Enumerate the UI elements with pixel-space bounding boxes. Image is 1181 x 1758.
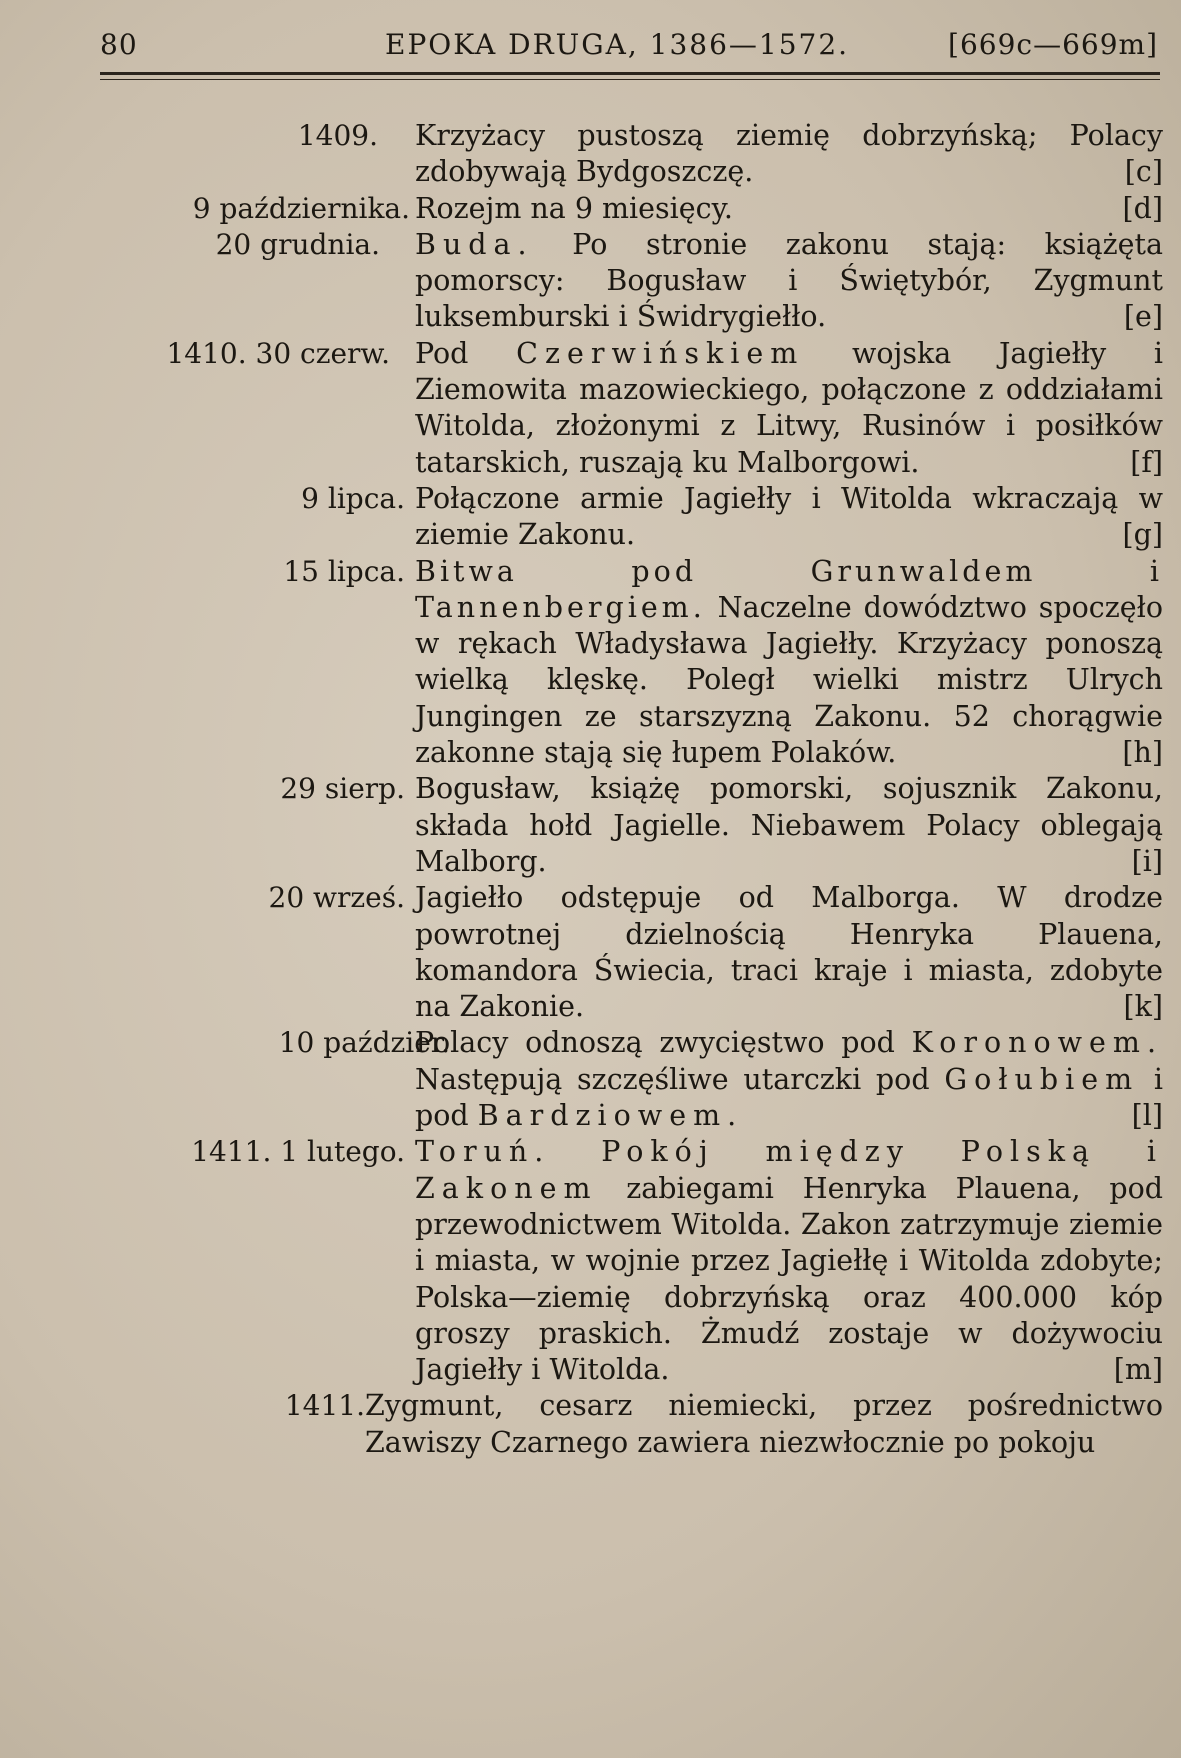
entry-ref: [l] (1131, 1099, 1163, 1133)
entry-ref: [m] (1113, 1353, 1163, 1387)
chronology-entry (90, 191, 1170, 227)
entry-date: 9 października. (192, 191, 410, 225)
entry-ref: [k] (1123, 990, 1163, 1024)
chronology-entry (90, 227, 1170, 336)
entry-text: Rozejm na 9 miesięcy. [d] (415, 191, 1163, 227)
entry-date: 20 wrześ. (268, 881, 405, 915)
header-rule-thin (100, 79, 1160, 80)
entry-date: 1411. (284, 1389, 365, 1423)
entry-ref: [h] (1122, 736, 1163, 770)
entry-date: 1411. 1 lutego. (191, 1135, 405, 1169)
entry-text: Bogusław, książę pomorski, sojusznik Zakonu, składa hołd Jagielle. Niebawem Polacy oblegają Malborg. [i] (415, 771, 1163, 880)
entry-date: 29 sierp. (280, 772, 405, 806)
chronology-list (90, 118, 1170, 1461)
chronology-entry (90, 1388, 1170, 1461)
place-name: Bardziowem. (477, 1099, 744, 1133)
entry-date: 1409. (297, 119, 378, 152)
entry-date: 1410. 30 czerw. (166, 336, 390, 370)
entry-ref: [c] (1124, 155, 1163, 189)
entry-date: 10 paździer. (278, 1026, 450, 1060)
entry-date: 15 lipca. (283, 554, 405, 588)
chronology-entry (90, 1134, 1170, 1388)
entry-text: Zygmunt, cesarz niemiecki, przez pośrednictwo Zawiszy Czarnego zawiera niezwłocznie po pokoju (365, 1389, 1163, 1459)
chronology-entry (90, 481, 1170, 554)
entry-ref: [i] (1131, 844, 1163, 878)
page-number: 80 (100, 28, 138, 61)
entry-ref: [d] (1122, 191, 1163, 225)
place-name: Koronowem. (911, 1026, 1163, 1060)
entry-ref: [g] (1122, 518, 1163, 552)
chronology-entry (90, 771, 1170, 880)
entry-text: Toruń. Pokój między Polską i Zakonem zabiegami Henryka Plauena, pod przewodnictwem Witolda. Zakon zatrzymuje ziemie i miasta, w wojnie przez Jagiełłę i Witolda zdobyte; Polska—ziemię dobrzyńską oraz 400.000 kóp groszy praskich. Żmudź zostaje w dożywociu Jagiełły i Witolda. [m] (415, 1134, 1163, 1388)
entry-date: 20 grudnia. (215, 227, 380, 261)
place-name: Czerwińskiem (516, 336, 805, 370)
chronology-entry (90, 554, 1170, 772)
reference-range: [669c—669m] (948, 28, 1158, 61)
place-name: Toruń. Pokój między Polską i Zakonem (415, 1135, 1163, 1205)
entry-ref: [e] (1123, 300, 1163, 334)
place-name: Buda. (415, 227, 534, 261)
running-title: EPOKA DRUGA, 1386—1572. (385, 28, 850, 61)
battle-name: Bitwa pod Grunwaldem i Tannenbergiem. (415, 554, 1163, 624)
chronology-entry (90, 336, 1170, 481)
chronology-entry (90, 1025, 1170, 1134)
page-header (100, 28, 1160, 68)
header-rule (100, 72, 1160, 75)
entry-text: Buda. Po stronie zakonu stają: książęta pomorscy: Bogusław i Świętybór, Zygmunt luksemburski i Świdrygiełło. [e] (415, 227, 1163, 336)
entry-date: 9 lipca. (301, 481, 405, 515)
entry-text: Połączone armie Jagiełły i Witolda wkraczają w ziemie Zakonu. [g] (415, 481, 1163, 554)
entry-text: Pod Czerwińskiem wojska Jagiełły i Ziemowita mazowieckiego, połączone z oddziałami Witolda, złożonymi z Litwy, Rusinów i posiłków tatarskich, ruszają ku Malborgowi. [f] (415, 336, 1163, 481)
entry-ref: [f] (1130, 445, 1163, 479)
entry-text: Krzyżacy pustoszą ziemię dobrzyńską; Polacy zdobywają Bydgoszczę. [c] (415, 118, 1163, 191)
entry-text: Bitwa pod Grunwaldem i Tannenbergiem. Naczelne dowództwo spoczęło w rękach Władysława Jagiełły. Krzyżacy ponoszą wielką klęskę. Poległ wielki mistrz Ulrych Jungingen ze starszyzną Zakonu. 52 chorągwie zakonne stają się łupem Polaków. [h] (415, 554, 1163, 772)
place-name: Gołubiem (944, 1062, 1140, 1096)
entry-text: Polacy odnoszą zwycięstwo pod Koronowem. Następują szczęśliwe utarczki pod Gołubiem i pod Bardziowem. [l] (415, 1025, 1163, 1134)
entry-text: Jagiełło odstępuje od Malborga. W drodze powrotnej dzielnością Henryka Plauena, komandora Świecia, traci kraje i miasta, zdobyte na Zakonie. [k] (415, 880, 1163, 1025)
chronology-entry (90, 880, 1170, 1025)
chronology-entry (90, 118, 1170, 191)
